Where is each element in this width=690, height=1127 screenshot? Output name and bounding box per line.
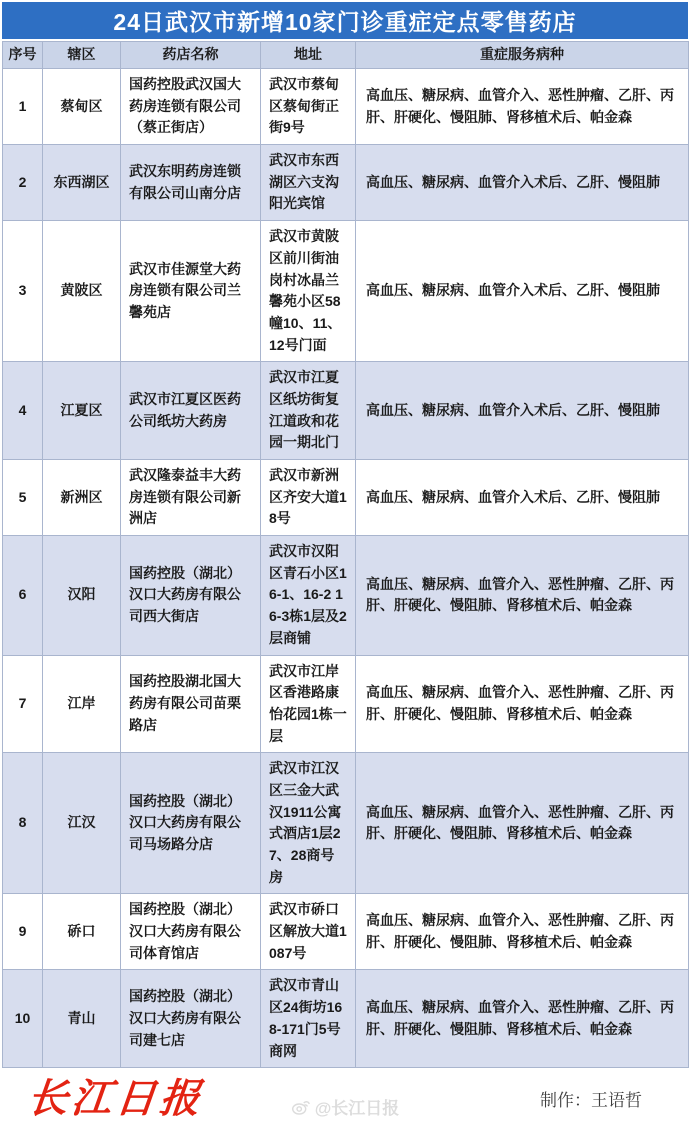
cell-diseases: 高血压、糖尿病、血管介入术后、乙肝、慢阻肺 bbox=[356, 145, 689, 221]
column-header-district: 辖区 bbox=[43, 42, 121, 69]
cell-pharmacy: 国药控股（湖北）汉口大药房有限公司体育馆店 bbox=[121, 894, 261, 970]
cell-diseases: 高血压、糖尿病、血管介入、恶性肿瘤、乙肝、丙肝、肝硬化、慢阻肺、肾移植术后、帕金森 bbox=[356, 69, 689, 145]
table-row bbox=[3, 460, 689, 536]
table-row bbox=[3, 753, 689, 894]
cell-pharmacy: 武汉隆泰益丰大药房连锁有限公司新洲店 bbox=[121, 460, 261, 536]
weibo-handle: @长江日报 bbox=[314, 1099, 400, 1118]
cell-address: 武汉市江汉区三金大武汉1911公寓式酒店1层27、28商号房 bbox=[261, 753, 356, 894]
cell-no: 6 bbox=[3, 536, 43, 655]
weibo-watermark bbox=[291, 1094, 400, 1119]
cell-no: 4 bbox=[3, 362, 43, 460]
cell-no: 2 bbox=[3, 145, 43, 221]
cell-no: 8 bbox=[3, 753, 43, 894]
cell-address: 武汉市黄陂区前川街油岗村冰晶兰馨苑小区58幢10、11、12号门面 bbox=[261, 221, 356, 362]
cell-no: 3 bbox=[3, 221, 43, 362]
cell-district: 东西湖区 bbox=[43, 145, 121, 221]
cell-diseases: 高血压、糖尿病、血管介入、恶性肿瘤、乙肝、丙肝、肝硬化、慢阻肺、肾移植术后、帕金森 bbox=[356, 970, 689, 1068]
cell-district: 汉阳 bbox=[43, 536, 121, 655]
column-header-address: 地址 bbox=[261, 42, 356, 69]
cell-district: 蔡甸区 bbox=[43, 69, 121, 145]
cell-diseases: 高血压、糖尿病、血管介入术后、乙肝、慢阻肺 bbox=[356, 221, 689, 362]
footer bbox=[0, 1063, 690, 1127]
cell-district: 江汉 bbox=[43, 753, 121, 894]
cell-address: 武汉市蔡甸区蔡甸街正街9号 bbox=[261, 69, 356, 145]
table-header-row bbox=[3, 42, 689, 69]
cell-address: 武汉市江岸区香港路康怡花园1栋一层 bbox=[261, 655, 356, 753]
cell-diseases: 高血压、糖尿病、血管介入、恶性肿瘤、乙肝、丙肝、肝硬化、慢阻肺、肾移植术后、帕金森 bbox=[356, 894, 689, 970]
cell-address: 武汉市青山区24街坊168-171门5号商网 bbox=[261, 970, 356, 1068]
table-row bbox=[3, 69, 689, 145]
table-row bbox=[3, 894, 689, 970]
cell-district: 新洲区 bbox=[43, 460, 121, 536]
weibo-icon bbox=[291, 1098, 311, 1116]
cell-address: 武汉市江夏区纸坊街复江道政和花园一期北门 bbox=[261, 362, 356, 460]
cell-district: 硚口 bbox=[43, 894, 121, 970]
cell-no: 7 bbox=[3, 655, 43, 753]
table-row bbox=[3, 362, 689, 460]
cell-pharmacy: 国药控股（湖北）汉口大药房有限公司西大街店 bbox=[121, 536, 261, 655]
page-title: 24日武汉市新增10家门诊重症定点零售药店 bbox=[2, 2, 688, 39]
cell-no: 9 bbox=[3, 894, 43, 970]
cell-no: 10 bbox=[3, 970, 43, 1068]
column-header-no: 序号 bbox=[3, 42, 43, 69]
cell-address: 武汉市汉阳区青石小区16-1、16-2 16-3栋1层及2层商铺 bbox=[261, 536, 356, 655]
cell-no: 1 bbox=[3, 69, 43, 145]
cell-pharmacy: 国药控股湖北国大药房有限公司苗栗路店 bbox=[121, 655, 261, 753]
cell-pharmacy: 武汉市佳源堂大药房连锁有限公司兰馨苑店 bbox=[121, 221, 261, 362]
cell-address: 武汉市新洲区齐安大道18号 bbox=[261, 460, 356, 536]
table-row bbox=[3, 655, 689, 753]
cell-district: 黄陂区 bbox=[43, 221, 121, 362]
table-row bbox=[3, 145, 689, 221]
credit-text: 制作：王语哲 bbox=[540, 1091, 642, 1110]
table-row bbox=[3, 536, 689, 655]
column-header-pharmacy: 药店名称 bbox=[121, 42, 261, 69]
table-row bbox=[3, 970, 689, 1068]
changjiang-daily-logo: 长江日报 bbox=[25, 1075, 207, 1121]
cell-district: 江岸 bbox=[43, 655, 121, 753]
cell-diseases: 高血压、糖尿病、血管介入术后、乙肝、慢阻肺 bbox=[356, 362, 689, 460]
cell-diseases: 高血压、糖尿病、血管介入、恶性肿瘤、乙肝、丙肝、肝硬化、慢阻肺、肾移植术后、帕金森 bbox=[356, 536, 689, 655]
cell-district: 青山 bbox=[43, 970, 121, 1068]
cell-address: 武汉市硚口区解放大道1087号 bbox=[261, 894, 356, 970]
cell-pharmacy: 国药控股（湖北）汉口大药房有限公司建七店 bbox=[121, 970, 261, 1068]
cell-pharmacy: 武汉市江夏区医药公司纸坊大药房 bbox=[121, 362, 261, 460]
cell-diseases: 高血压、糖尿病、血管介入、恶性肿瘤、乙肝、丙肝、肝硬化、慢阻肺、肾移植术后、帕金森 bbox=[356, 655, 689, 753]
cell-diseases: 高血压、糖尿病、血管介入、恶性肿瘤、乙肝、丙肝、肝硬化、慢阻肺、肾移植术后、帕金森 bbox=[356, 753, 689, 894]
cell-district: 江夏区 bbox=[43, 362, 121, 460]
cell-pharmacy: 国药控股武汉国大药房连锁有限公司（蔡正街店） bbox=[121, 69, 261, 145]
table-row bbox=[3, 221, 689, 362]
column-header-diseases: 重症服务病种 bbox=[356, 42, 689, 69]
cell-no: 5 bbox=[3, 460, 43, 536]
cell-diseases: 高血压、糖尿病、血管介入术后、乙肝、慢阻肺 bbox=[356, 460, 689, 536]
cell-pharmacy: 武汉东明药房连锁有限公司山南分店 bbox=[121, 145, 261, 221]
cell-address: 武汉市东西湖区六支沟阳光宾馆 bbox=[261, 145, 356, 221]
pharmacy-table bbox=[2, 41, 689, 1068]
cell-pharmacy: 国药控股（湖北）汉口大药房有限公司马场路分店 bbox=[121, 753, 261, 894]
